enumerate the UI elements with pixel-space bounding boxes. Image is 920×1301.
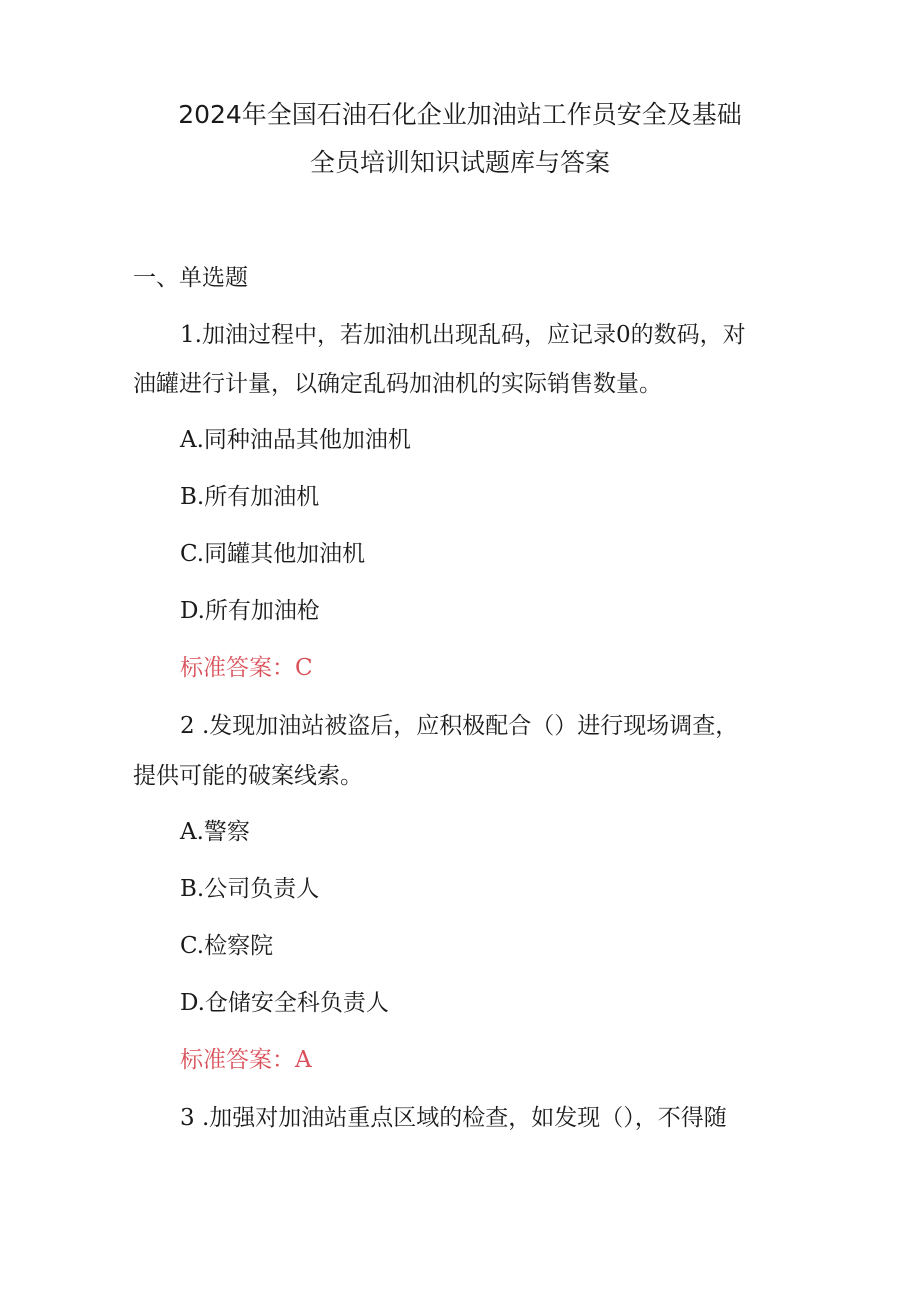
option-c: C.检察院 (180, 933, 274, 959)
question-stem: 3 .加强对加油站重点区域的检查，如发现（），不得随 (180, 1105, 727, 1131)
option-c: C.同罐其他加油机 (180, 541, 366, 567)
option-a: A.警察 (180, 819, 250, 845)
standard-answer: 标准答案：C (180, 655, 313, 681)
question-stem-continuation: 油罐进行计量，以确定乱码加油机的实际销售数量。 (133, 371, 662, 397)
option-a: A.同种油品其他加油机 (180, 427, 411, 453)
option-d: D.仓储安全科负责人 (180, 990, 389, 1016)
standard-answer: 标准答案：A (180, 1047, 312, 1073)
option-b: B.所有加油机 (180, 484, 320, 510)
document-title-line-1: 2024年全国石油石化企业加油站工作员安全及基础 (178, 100, 742, 129)
question-stem: 2 .发现加油站被盗后，应积极配合（）进行现场调查， (180, 713, 739, 739)
question-stem: 1.加油过程中，若加油机出现乱码，应记录0的数码，对 (180, 322, 746, 348)
question-stem-continuation: 提供可能的破案线索。 (133, 763, 363, 789)
option-b: B.公司负责人 (180, 876, 320, 902)
option-d: D.所有加油枪 (180, 598, 320, 624)
section-heading: 一、单选题 (133, 265, 248, 291)
document-title-line-2: 全员培训知识试题库与答案 (309, 148, 610, 177)
